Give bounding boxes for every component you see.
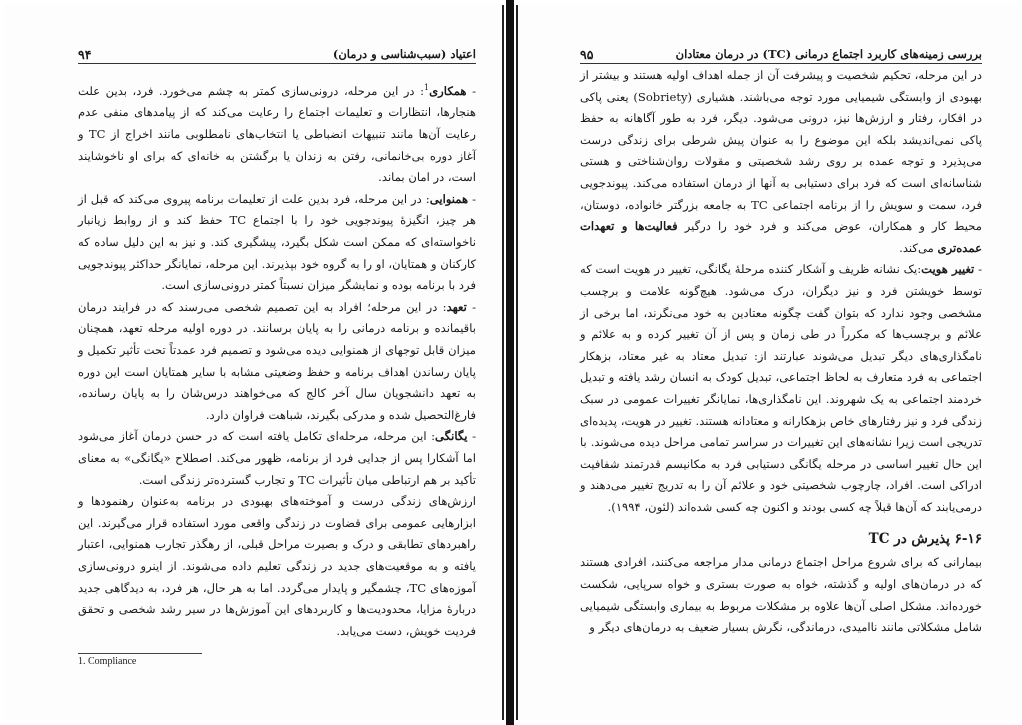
term-compliance: همکاری <box>429 83 467 98</box>
term-identity-change: تغییر هویت <box>921 262 975 277</box>
paragraph-compliance: - همکاری$^1$: در این مرحله، درونی‌سازی کمتر به چشم می‌خورد. فرد، بدین علت هنجارها، انتظارات و تعلیمات اجتماع را رعایت می‌کند که از پیامدهای منفی عدم رعایت آن‌ها مانند تنبیهات انضباطی یا انتخاب‌های نامطلوبی مانند اخراج از TC و آغاز دوره بی‌خانمانی، رفتن به زندان یا برگشتن به خانه‌ای که برای او ناخوشایند است، در امان بماند. <box>78 83 476 185</box>
left-running-title: اعتیاد (سبب‌شناسی و درمان) <box>332 47 476 61</box>
right-page <box>516 5 1018 720</box>
term-conformity: همنوایی <box>429 191 469 206</box>
left-page <box>4 5 504 720</box>
left-page-header <box>78 45 476 64</box>
left-page-number: ۹۴ <box>78 46 92 62</box>
footnote-marker: 1 <box>424 83 430 92</box>
right-page-number: ۹۵ <box>580 46 594 62</box>
section-title: ۶-۱۶ پذیرش در TC <box>868 531 982 548</box>
paragraph-conformity: - همنوایی: در این مرحله، فرد بدین علت از تعلیمات برنامه پیروی می‌کند که قبل از هر چیز، انگیزهٔ پیوندجویی خود را با اجتماع TC حفظ کند و از روابط زیانبار ناخواسته‌ای که ممکن است شکل بگیرد، پیشگیری کند. و نیز به این دلیل ساده که کارکنان و همتایان، او را به گروه خود بپذیرند. این مرحله، نمایانگر حداکثر پیوندجویی فرد با برنامه بوده و نمایشگر میزان نسبتاً کمتر درونی‌سازی است. <box>78 191 477 293</box>
right-page-body <box>580 65 982 639</box>
footnote-divider <box>78 653 202 654</box>
book-gutter <box>506 0 514 725</box>
paragraph-identity-change: - تغییر هویت:یک نشانه ظریف و آشکار کننده مرحلهٔ یگانگی، تغییر در هویت است که توسط خویشتن فرد و نیز دیگران، درک می‌شود. هیچ‌گونه علامت و برچسب مشخصی وجود ندارد که بتوان گفت چگونه معتادین به خود می‌نگرند، اما برخی از علائم و برچسب‌ها که مکرراً در طی زمان و پس از آن تغییر کرده و به علائم و نامگذاری‌های دیگر تبدیل می‌شوند عبارتند از: تبدیل معتاد به غیر معتاد، بزهکار اجتماعی به فرد متعارف به لحاظ اجتماعی، تبدیل کودک به انسان رشد یافته و تبدیل خردمند اجتماعی به یک شهروند. این نامگذاری‌ها، نمایانگر تغییرات عمومی در سبک زندگی فرد و نیز رفتارهای خاص بزهکارانه و معتادانه هستند. تغییر در هویت، پدیده‌ای تدریجی است زیرا نشانه‌های این تغییرات در سراسر تمامی مراحل دیده می‌شوند. با این حال تغییر اساسی در مرحله یگانگی دستیابی فرد به مکانیسم قدرتمند شفافیت ادراکی است. افراد، چارچوب شخصیتی خود و علائم آن را به تدریج تغییر می‌دهند و درمی‌یابند که آن‌ها قبلاً چه کسی بودند و اکنون چه کسی شده‌اند (لئون، ۱۹۹۴). <box>580 262 982 514</box>
left-page-body <box>78 77 476 642</box>
paragraph-integration: - یگانگی: این مرحله، مرحله‌ای تکامل یافته است که در حسن درمان آغاز می‌شود اما آشکارا پس از جدایی فرد از برنامه، ظهور می‌کند. اصطلاح «یگانگی» به معنای تأکید بر هم ارتباطی میان تأثیرات TC و تجارب گسترده‌تر زندگی است. <box>78 429 476 487</box>
term-integration: یگانگی <box>435 429 468 444</box>
paragraph-values: ارزش‌های زندگی درست و آموخته‌های بهبودی در برنامه به‌عنوان رهنمودها و ابزارهایی عمومی برای قضاوت در زندگی واقعی مورد استفاده قرار می‌گیرند. این راهبردهای تطابقی و درک و بصیرت مراحل قبلی، از رهگذر تجارب همنوایی، اعتبار یافته و به موقعیت‌های جدید در زندگی تعلیم داده می‌شوند. از اینرو درونی‌سازی آموزه‌های TC، چشمگیر و پایدار می‌گردد. اما به هر حال، هر فرد، به دیدگاهی جدید دربارهٔ مزایا، محدودیت‌ها و کاربردهای این آموزش‌ها در سیر رشد شخصی و تحقق فردیت خویش، دست می‌یابد. <box>78 494 476 638</box>
right-page-header <box>580 45 982 64</box>
footnote: 1. Compliance <box>78 656 137 667</box>
bold-phrase: فعالیت‌ها و تعهدات عمده‌تری <box>580 219 982 255</box>
paragraph-admission: بیمارانی که برای شروع مراحل اجتماع درمانی مدار مراجعه می‌کنند، افرادی هستند که در درمان‌های اولیه و گذشته، خواه به صورت بستری و خواه سرپایی، شکست خورده‌اند. مشکل اصلی آن‌ها علاوه بر مشکلات مربوط به بیماری وابستگی شیمیایی شامل مشکلاتی مانند ناامیدی، درماندگی، نگرش بسیار ضعیف به درمان‌های دیگر و <box>580 555 982 635</box>
term-commitment: تعهد <box>446 299 467 314</box>
right-running-title: بررسی زمینه‌های کاربرد اجتماع درمانی (TC) در درمان معتادان <box>675 47 982 61</box>
paragraph-commitment: - تعهد: در این مرحله؛ افراد به این تصمیم شخصی می‌رسند که در فرایند درمان باقیمانده و برنامه درمانی را به پایان برسانند. در دوره اولیه مرحله تعهد، همچنان میزان قابل توجهای از همنوایی دیده می‌شود و تصمیم فرد عمدتاً تحت تأثیر تکمیل و پایان رساندن اهداف برنامه و حفظ وضعیتی مشابه با سایر همتایان است این دوره به تعهد دانشجویان سال آخر کالج که می‌خواهند درس‌شان را به پایان رسانده، فارغ‌التحصیل شده و مدرکی بگیرند، شباهت فراوان دارد. <box>78 299 476 422</box>
paragraph-consolidation: در این مرحله، تحکیم شخصیت و پیشرفت آن از جمله اهداف اولیه هستند و بیشتر از بهبودی از وابستگی شیمیایی مورد توجه می‌باشند. هشیاری (Sobriety) یعنی پاکی در افکار، رفتار و ارزش‌ها نیز، درونی می‌شود. دیگر، فرد به طور آگاهانه به حفظ پاکی نمی‌اندیشد بلکه این موضوع را به عنوان پیش شرطی برای زندگی درست می‌پذیرد و توجه عمده بر روی رشد شخصیتی و مقولات روان‌شناختی و هستی شناسانه‌ای است که فرد برای دستیابی به آنها از درمان استفاده می‌کند. پیوندجویی فرد، سمت و سویش را از برنامه اجتماعی TC به جامعه بزرگتر خانواده، دوستان، محیط کار و همکاران، عوض می‌کند و فرد خود را درگیر فعالیت‌ها و تعهدات عمده‌تری می‌کند. <box>580 68 982 255</box>
